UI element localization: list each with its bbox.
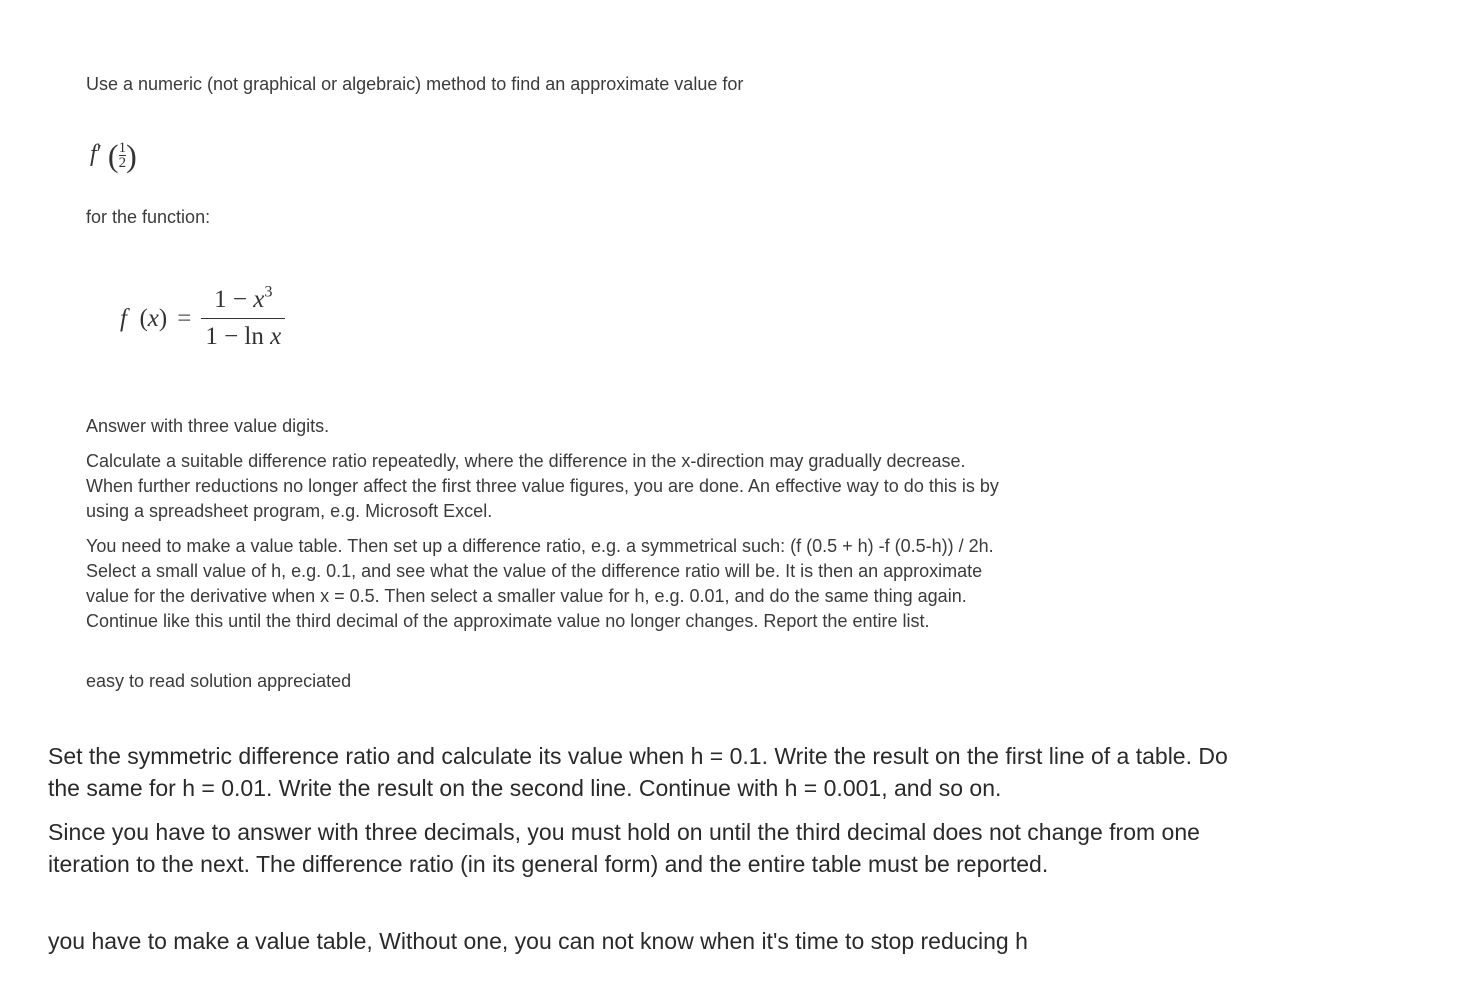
target-func: f	[90, 141, 97, 167]
lhs-open-paren: (	[133, 304, 148, 332]
numerator-exponent: 3	[264, 282, 273, 301]
close-paren: )	[126, 137, 137, 174]
numerator-var: x	[253, 286, 265, 313]
lhs-var: x	[147, 304, 159, 332]
instruction-paragraph-2: You need to make a value table. Then set up a difference ratio, e.g. a symmetrical such: (f (0.5 + h) -f (0.5-h)) / 2h. Select a small value of h, e.g. 0.1, and see what the value of the difference ratio will be. It is then an approximate value for the derivative when x = 0.5. Then select a smaller value for h, e.g. 0.01, and do the same thing again. Continue like this until the third decimal of the approximate value no longer changes. Report the entire list.	[86, 536, 994, 631]
target-arg-fraction	[119, 141, 127, 170]
lhs-close-paren: )	[158, 304, 168, 332]
equals-sign: =	[177, 304, 192, 332]
open-paren: (	[107, 137, 119, 174]
target-arg-num: 1	[118, 139, 127, 156]
lhs-func: f	[120, 304, 127, 332]
followup-paragraph-3: you have to make a value table, Without one, you can not know when it's time to stop reducing h	[48, 928, 1028, 954]
fraction-numerator	[210, 282, 276, 318]
for-function-text: for the function:	[86, 207, 211, 227]
target-derivative	[90, 134, 137, 174]
answer-instruction: Answer with three value digits.	[86, 416, 330, 436]
intro-text: Use a numeric (not graphical or algebraic) method to find an approximate value for	[86, 74, 744, 94]
instruction-paragraph-1: Calculate a suitable difference ratio repeatedly, where the difference in the x-direction may gradually decrease. When further reductions no longer affect the first three value figures, you are done. An effective way to do this is by using a spreadsheet program, e.g. Microsoft Excel.	[86, 451, 999, 521]
function-equation	[120, 282, 285, 351]
followup-paragraph-2: Since you have to answer with three decimals, you must hold on until the third decimal does not change from one iteration to the next. The difference ratio (in its general form) and the entire table must be reported.	[48, 819, 1200, 877]
function-fraction	[201, 282, 285, 351]
denominator-text: 1 − ln	[205, 323, 264, 350]
followup-paragraph-1: Set the symmetric difference ratio and calculate its value when h = 0.1. Write the result on the first line of a table. Do the same for h = 0.01. Write the result on the second line. Continue with h = 0.001, and so on.	[48, 743, 1228, 801]
solution-note: easy to read solution appreciated	[86, 671, 352, 691]
fraction-denominator	[201, 319, 285, 351]
target-arg-den: 2	[118, 154, 127, 171]
numerator-text: 1 −	[214, 286, 247, 313]
target-prime: ′	[96, 141, 102, 167]
denominator-var: x	[270, 323, 282, 350]
equation-lhs	[120, 305, 167, 333]
